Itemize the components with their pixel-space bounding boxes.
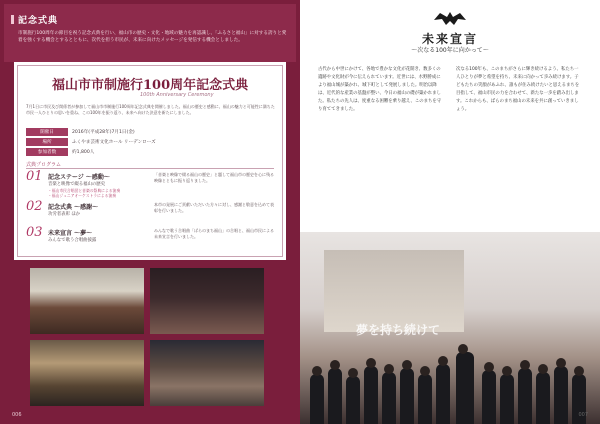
program-desc: 本市の発展にご貢献いただいた方々に対し、感謝と敬意を込めて表彰を行いました。 — [154, 202, 274, 213]
page-number: 007 — [578, 412, 588, 418]
program-desc: みんなで歌う合唱曲「ばらのまち福山」の合唱と、福山市民による未来宣言を行いました。 — [154, 228, 274, 239]
choir-child — [328, 368, 342, 424]
choir-child — [364, 366, 378, 424]
choir-child — [500, 374, 514, 424]
info-row-place — [26, 138, 276, 146]
info-value: ふくやま芸術文化ホール リーデンローズ — [72, 140, 156, 145]
program-desc: 「音楽と映像で綴る福山の歴史」と題して福山市の歴史を心に残る映像とともに振り返りました。 — [154, 172, 274, 183]
program-item — [26, 199, 278, 226]
program-title: 記念ステージ ～感動～ — [48, 174, 110, 181]
choir-child — [554, 366, 568, 424]
program-item — [26, 169, 278, 198]
stage-screen — [324, 250, 464, 332]
info-row-date — [26, 128, 276, 136]
photo-award-presentation — [30, 340, 144, 406]
bat-crest-icon — [430, 8, 470, 28]
choir-child — [418, 374, 432, 424]
photo-stage-performance — [150, 268, 264, 334]
program-note: ・福山ジュニアオーケストラによる演奏 — [48, 193, 117, 198]
program-heading: 式典プログラム — [26, 162, 61, 168]
program-number: 02 — [26, 199, 43, 214]
info-value: 約1,800人 — [72, 150, 95, 155]
page-subtitle: ～次なる100年に向かって～ — [411, 47, 489, 54]
choir-child — [518, 368, 532, 424]
program-divider — [26, 168, 274, 169]
choir-child — [382, 372, 396, 424]
intro-text: 市制施行100周年の節目を祝う記念式典を行い、福山市の歴史・文化・地域の魅力を再認識し、「ふるさと福山」に対する誇りと愛着を強くする機会とするとともに、次代を担う市民が、未来に向けたメッセージを発信する機会としました。 — [18, 31, 287, 44]
right-page — [300, 0, 600, 424]
header-band — [4, 4, 296, 62]
page-title: 未来宣言 — [421, 32, 478, 46]
page-number: 006 — [12, 412, 22, 418]
choir-child — [436, 364, 450, 424]
choir-child — [482, 370, 496, 424]
speaker-adult — [456, 352, 474, 424]
program-title: 記念式典 ～感謝～ — [48, 204, 99, 211]
program-subtitle: 音楽と映像で綴る福山の歴史 — [48, 182, 106, 187]
program-number: 01 — [26, 169, 43, 184]
program-note: ・福山市民合唱団と音楽の祭典による演奏 — [48, 188, 121, 193]
card-title: 福山市市制施行100周年記念式典 — [52, 78, 249, 93]
program-subtitle: 功労者表彰 ほか — [48, 212, 81, 217]
info-value: 2016年(平成28年)7月1日(金) — [72, 130, 135, 135]
body-column-2: 次なる100年も、このまちがさらに輝き続けるよう、私たち一人ひとりが夢と希望を持ち、未来に向かって歩み続けます。子どもたちの笑顔があふれ、誰もが住み続けたいと思えるまちを目指して、福山市民の力を合わせて、新たな一歩を踏み出します。これからも、ばらのまち福山の未来を共に創っていきましょう。 — [456, 67, 580, 112]
choir-child — [536, 372, 550, 424]
info-key: 開催日 — [26, 128, 68, 136]
stage-banner: 夢を持ち続けて — [356, 323, 441, 337]
choir-child — [346, 376, 360, 424]
info-key: 場所 — [26, 138, 68, 146]
program-subtitle: みんなで歌う合唱曲披露 — [48, 238, 97, 243]
program-item — [26, 225, 278, 252]
card-body: 7月1日に市民及び関係者が参加して福山市市制施行100周年記念式典を開催しました。福山の歴史と感動に、福山の魅力と可能性に満ちた市民一人ひとりの思いを重ね、この100年を振り返り、未来へ向けた決意を新たにしました。 — [26, 104, 275, 115]
photo-stage-ceremony — [30, 268, 144, 334]
photo-audience-hall — [150, 340, 264, 406]
choir-child — [310, 374, 324, 424]
program-number: 03 — [26, 225, 43, 240]
info-key: 参加者数 — [26, 148, 68, 156]
card-subtitle: 100th Anniversary Ceremony — [140, 92, 214, 98]
info-row-attendance — [26, 148, 276, 156]
photo-choir-performance — [300, 232, 600, 424]
body-column-1: 古代から中世にかけて、各地で豊かな文化が花開き、数多くの遺跡や文化財が今に伝えられています。近世には、水野勝成により福山城が築かれ、城下町として発展しました。明治以降は、近代的な産業の基盤が整い、今日の福山の礎が築かれました。私たちの先人は、度重なる困難を乗り越え、このまちを守り育ててきました。 — [318, 67, 442, 112]
info-table — [26, 126, 276, 158]
program-title: 未来宣言 ～夢～ — [48, 230, 93, 237]
choir-child — [400, 368, 414, 424]
ceremony-card — [14, 62, 286, 260]
section-title: 記念式典 — [18, 13, 58, 26]
